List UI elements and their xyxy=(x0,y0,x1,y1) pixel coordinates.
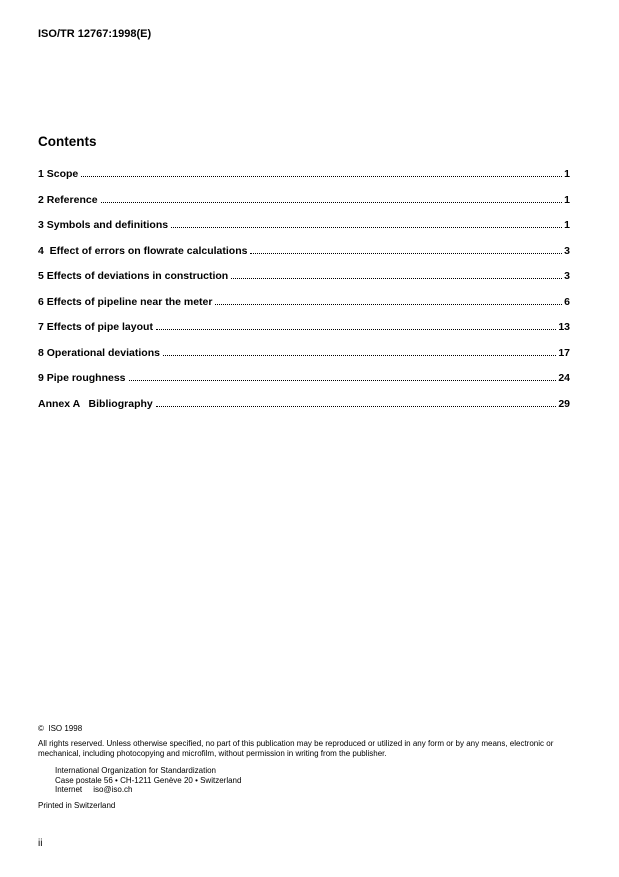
toc-leader-dots xyxy=(231,278,562,279)
table-of-contents xyxy=(38,168,570,423)
toc-leader-dots xyxy=(156,406,557,407)
toc-entry-page: 3 xyxy=(564,244,570,257)
toc-leader-dots xyxy=(129,380,557,381)
toc-entry-label: 9 Pipe roughness xyxy=(38,372,126,384)
toc-leader-dots xyxy=(171,227,562,228)
publisher-internet-address: Internet iso@iso.ch xyxy=(55,785,133,794)
toc-entry-page: 3 xyxy=(564,270,570,282)
toc-leader-dots xyxy=(81,176,562,177)
toc-entry xyxy=(38,168,570,181)
toc-entry-page: 1 xyxy=(564,219,570,231)
toc-entry xyxy=(38,194,570,207)
toc-leader-dots xyxy=(163,355,556,356)
toc-entry-label: 2 Reference xyxy=(38,193,98,206)
toc-entry-label: 1 Scope xyxy=(38,168,79,180)
page-number: ii xyxy=(38,838,43,849)
toc-entry-page: 1 xyxy=(564,168,570,180)
publisher-address-block xyxy=(55,766,571,795)
toc-leader-dots xyxy=(215,304,562,305)
toc-entry xyxy=(38,219,570,232)
printed-in-line: Printed in Switzerland xyxy=(38,800,116,810)
toc-entry xyxy=(38,398,570,411)
toc-entry-page: 13 xyxy=(558,321,570,333)
copyright-line: © ISO 1998 xyxy=(38,724,83,733)
toc-leader-dots xyxy=(156,329,556,330)
document-reference: ISO/TR 12767:1998(E) xyxy=(38,28,152,40)
toc-entry xyxy=(38,372,570,385)
toc-entry-page: 1 xyxy=(564,193,570,206)
toc-entry-page: 29 xyxy=(558,397,570,410)
toc-entry-page: 6 xyxy=(564,295,570,308)
toc-entry-label: 8 Operational deviations xyxy=(38,346,160,359)
toc-entry xyxy=(38,245,570,258)
publisher-postal-address: Case postale 56 • CH-1211 Genève 20 • Switzerland xyxy=(55,775,242,785)
page-footer xyxy=(38,724,571,811)
toc-entry xyxy=(38,270,570,283)
contents-heading: Contents xyxy=(38,134,97,149)
toc-leader-dots xyxy=(101,202,563,203)
toc-entry-label: Annex A Bibliography xyxy=(38,397,153,410)
toc-entry-page: 24 xyxy=(558,372,570,384)
toc-entry-label: 3 Symbols and definitions xyxy=(38,219,169,231)
toc-entry-page: 17 xyxy=(558,346,570,359)
toc-entry xyxy=(38,296,570,309)
toc-entry-label: 4 Effect of errors on flowrate calculations xyxy=(38,244,248,257)
toc-entry-label: 5 Effects of deviations in construction xyxy=(38,270,229,282)
publisher-name: International Organization for Standardization xyxy=(55,766,216,775)
toc-entry-label: 7 Effects of pipe layout xyxy=(38,321,153,333)
rights-text: All rights reserved. Unless otherwise specified, no part of this publication may be reproduced or utilized in any form or by any means, electronic or mechanical, including photocopying and microfilm, without permission in writing from the publisher. xyxy=(38,739,554,758)
toc-entry xyxy=(38,347,570,360)
toc-entry-label: 6 Effects of pipeline near the meter xyxy=(38,295,213,308)
toc-leader-dots xyxy=(250,253,562,254)
toc-entry xyxy=(38,321,570,334)
